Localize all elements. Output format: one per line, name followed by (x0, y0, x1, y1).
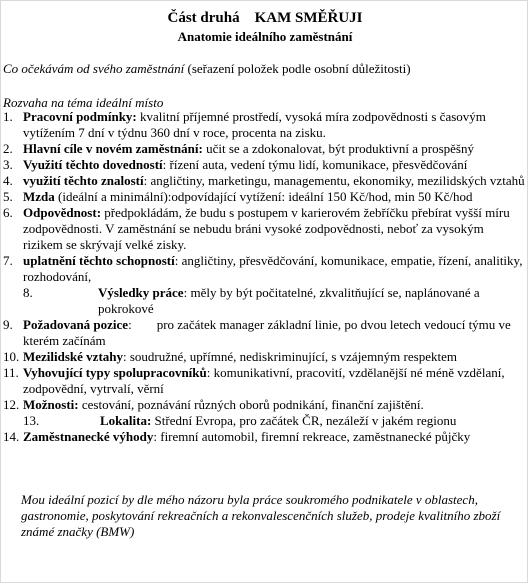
item-text: : angličtiny, přesvědčování, komunikace, empatie, řízení, analitiky, rozhodování, (23, 253, 523, 284)
expectation-note: (seřazení položek podle osobní důležitosti) (184, 61, 411, 76)
item-text: : komunikativní, pracovití, vzdělanější né méně vzdělaní, zodpovědní, vytrvalí, věrní (23, 365, 505, 396)
item-number: 13. (23, 413, 40, 428)
list-item (3, 285, 525, 317)
list-item (3, 253, 525, 285)
document-heading (1, 10, 528, 27)
part-label: Část druhá (167, 10, 240, 26)
item-body (23, 413, 525, 429)
item-label: využití těchto znalostí (23, 173, 144, 188)
item-text: kvalitní příjemné prostředí, vysoká míra zodpovědnosti s časovým vytížením 7 dní v týdnu 360 dní v roce, procenta na zisku. (23, 109, 486, 140)
item-number: 4. (3, 173, 13, 188)
item-label: Odpovědnost: (23, 205, 102, 220)
item-number: 8. (23, 285, 33, 300)
item-label: uplatnění těchto schopností (23, 253, 175, 268)
list-item (3, 205, 525, 253)
item-label: Mzda (23, 189, 55, 204)
item-text: cestování, poznávání různých oborů podnikání, finanční zajištění. (78, 397, 424, 412)
list-item (3, 349, 525, 365)
list-item (3, 429, 525, 445)
summary-paragraph: Mou ideální pozicí by dle mého názoru byla práce soukromého podnikatele v oblastech, gastronomie, poskytování rekreačních a rekonvalescenčních služeb, prodeje kvalitního zboží známé značky (BMW) (21, 492, 501, 539)
item-label: Možnosti: (23, 397, 79, 412)
item-number: 9. (3, 317, 13, 332)
item-number: 3. (3, 157, 13, 172)
list-item (3, 397, 525, 413)
item-number: 1. (3, 109, 13, 124)
item-label: Požadovaná pozice (23, 317, 129, 332)
list-item (3, 365, 525, 397)
item-label: Lokalita: (100, 413, 152, 428)
part-title: KAM SMĚŘUJI (254, 10, 363, 26)
item-text: : soudružné, upřímné, nediskriminující, s vzájemným respektem (123, 349, 457, 364)
item-label: Využití těchto dovedností (23, 157, 163, 172)
list-item (3, 413, 525, 429)
item-number: 6. (3, 205, 13, 220)
item-text: : řízení auta, vedení týmu lidí, komunikace, přesvědčování (162, 157, 468, 172)
criteria-list (3, 109, 525, 445)
item-label: Vyhovující typy spolupracovníků (23, 365, 207, 380)
list-item (3, 317, 525, 349)
item-text: Střední Evropa, pro začátek ČR, nezáleží v jakém regionu (151, 413, 457, 428)
item-text: : firemní automobil, firemní rekreace, zaměstnanecké půjčky (153, 429, 471, 444)
list-item (3, 157, 525, 173)
list-item (3, 189, 525, 205)
item-text: učit se a zdokonalovat, být produktivní a prospěšný (202, 141, 474, 156)
expectation-line (3, 61, 411, 77)
item-number: 10. (3, 349, 20, 364)
item-number: 11. (3, 365, 19, 380)
item-label: Mezilidské vztahy (23, 349, 124, 364)
item-body (23, 285, 525, 317)
item-text: : (128, 317, 132, 332)
item-text: : angličtiny, marketingu, managementu, ekonomiky, mezilidských vztahů (143, 173, 525, 188)
item-number: 7. (3, 253, 13, 268)
item-number: 5. (3, 189, 13, 204)
list-item (3, 109, 525, 141)
item-text: (ideální a minimální):odpovídající vytížení: ideální 150 Kč/hod, min 50 Kč/hod (54, 189, 473, 204)
item-text: : měly by být počitatelné, zkvalitňující se, naplánované a pokrokové (98, 285, 480, 316)
list-item (3, 141, 525, 157)
list-item (3, 173, 525, 189)
item-number: 12. (3, 397, 20, 412)
item-label: Zaměstnanecké výhody (23, 429, 154, 444)
item-label: Hlavní cíle v novém zaměstnání: (23, 141, 203, 156)
item-text-continued: pro začátek manager základní linie, po dvou letech vedoucí týmu ve kterém začínám (23, 317, 511, 348)
item-text: předpokládám, že budu s postupem v karierovém žebříčku přebírat vyšší míru zodpovědnosti. V zaměstnání se nebudu bráni vysoké zodpovědnosti, neboť za vysokým rizikem se skrývají velké zisky. (23, 205, 510, 252)
document-subtitle: Anatomie ideálního zaměstnání (177, 29, 353, 44)
item-number: 14. (3, 429, 20, 444)
item-label: Pracovní podmínky: (23, 109, 137, 124)
expectation-italic: Co očekávám od svého zaměstnání (3, 61, 185, 76)
section-title: Rozvaha na téma ideální místo (3, 95, 164, 110)
item-label: Výsledky práce (98, 285, 184, 300)
item-number: 2. (3, 141, 13, 156)
